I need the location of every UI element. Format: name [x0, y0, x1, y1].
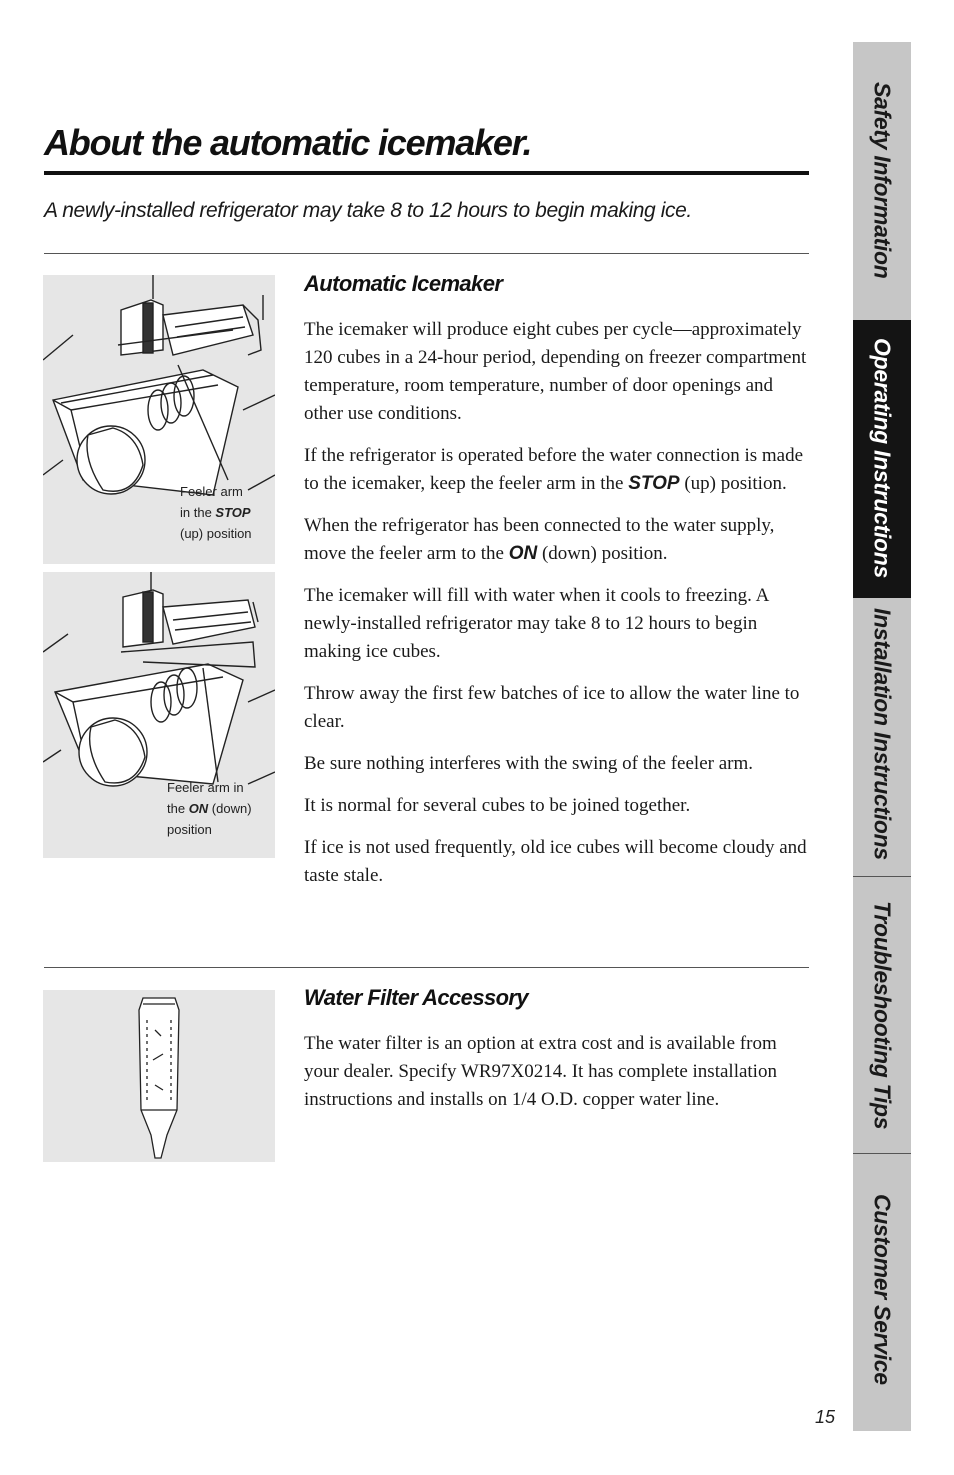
tab-operating-instructions[interactable] — [853, 320, 911, 598]
p2-stop: STOP — [628, 473, 680, 494]
on-caption-down: (down) — [208, 801, 252, 816]
stop-caption-line1: Feeler arm — [180, 484, 243, 499]
stop-caption-stop: STOP — [215, 505, 251, 520]
stop-caption-line2: in the — [180, 505, 216, 520]
icemaker-body — [304, 316, 812, 904]
tab-troubleshooting-tips[interactable] — [853, 877, 911, 1154]
tab-label: Installation Instructions — [869, 608, 896, 860]
icemaker-stop-figure — [43, 275, 275, 564]
tab-safety-information[interactable] — [853, 42, 911, 320]
icemaker-paragraph-on — [304, 512, 812, 568]
tab-label: Troubleshooting Tips — [869, 901, 896, 1130]
water-filter-figure — [43, 990, 275, 1162]
on-caption-line2: the — [167, 801, 189, 816]
p2-text-a: If the refrigerator is operated before the water connection is made to the icemaker, keep the feeler arm in the — [304, 445, 804, 494]
p3-text-c: (down) position. — [537, 543, 668, 564]
icemaker-heading: Automatic Icemaker — [304, 271, 503, 296]
filter-heading: Water Filter Accessory — [304, 985, 529, 1010]
page-subtitle: A newly-installed refrigerator may take 8 to 12 hours to begin making ice. — [44, 199, 692, 222]
section-divider — [44, 253, 809, 254]
tab-customer-service[interactable] — [853, 1154, 911, 1431]
page-title: About the automatic icemaker. — [44, 122, 532, 163]
tab-label: Safety Information — [869, 82, 896, 279]
page-number: 15 — [815, 1407, 836, 1427]
icemaker-on-figure — [43, 572, 275, 858]
icemaker-paragraph: Be sure nothing interferes with the swing of the feeler arm. — [304, 753, 753, 774]
filter-paragraph: The water filter is an option at extra cost and is available from your dealer. Specify WR97X0214. It has complete installation instructions and installs on 1/4 O.D. copper water line. — [304, 1033, 777, 1110]
tab-label: Customer Service — [869, 1194, 896, 1385]
water-filter-illustration — [43, 990, 275, 1162]
icemaker-paragraph: It is normal for several cubes to be joined together. — [304, 795, 691, 816]
icemaker-paragraph: If ice is not used frequently, old ice cubes will become cloudy and taste stale. — [304, 837, 807, 886]
icemaker-paragraph: The icemaker will fill with water when it cools to freezing. A newly-installed refrigerator may take 8 to 12 hours to begin making ice cubes. — [304, 585, 769, 662]
p3-text-a: When the refrigerator has been connected to the water supply, move the feeler arm to the — [304, 515, 775, 564]
section-tabs — [853, 42, 911, 1431]
stop-caption-line3: (up) position — [180, 526, 252, 541]
icemaker-paragraph-stop — [304, 442, 812, 498]
on-caption-on: ON — [188, 801, 209, 816]
p2-text-c: (up) position. — [679, 473, 787, 494]
section-divider — [44, 967, 809, 968]
icemaker-paragraph: The icemaker will produce eight cubes per cycle—approximately 120 cubes in a 24-hour period, depending on freezer compartment temperature, room temperature, number of door openings and other use conditions. — [304, 319, 807, 424]
filter-body — [304, 1030, 812, 1128]
icemaker-paragraph: Throw away the first few batches of ice to allow the water line to clear. — [304, 683, 800, 732]
title-rule — [44, 171, 809, 175]
tab-installation-instructions[interactable] — [853, 598, 911, 876]
on-caption-line3: position — [167, 822, 212, 837]
tab-label: Operating Instructions — [869, 338, 896, 579]
on-caption-line1: Feeler arm in — [167, 780, 244, 795]
p3-on: ON — [508, 543, 538, 564]
